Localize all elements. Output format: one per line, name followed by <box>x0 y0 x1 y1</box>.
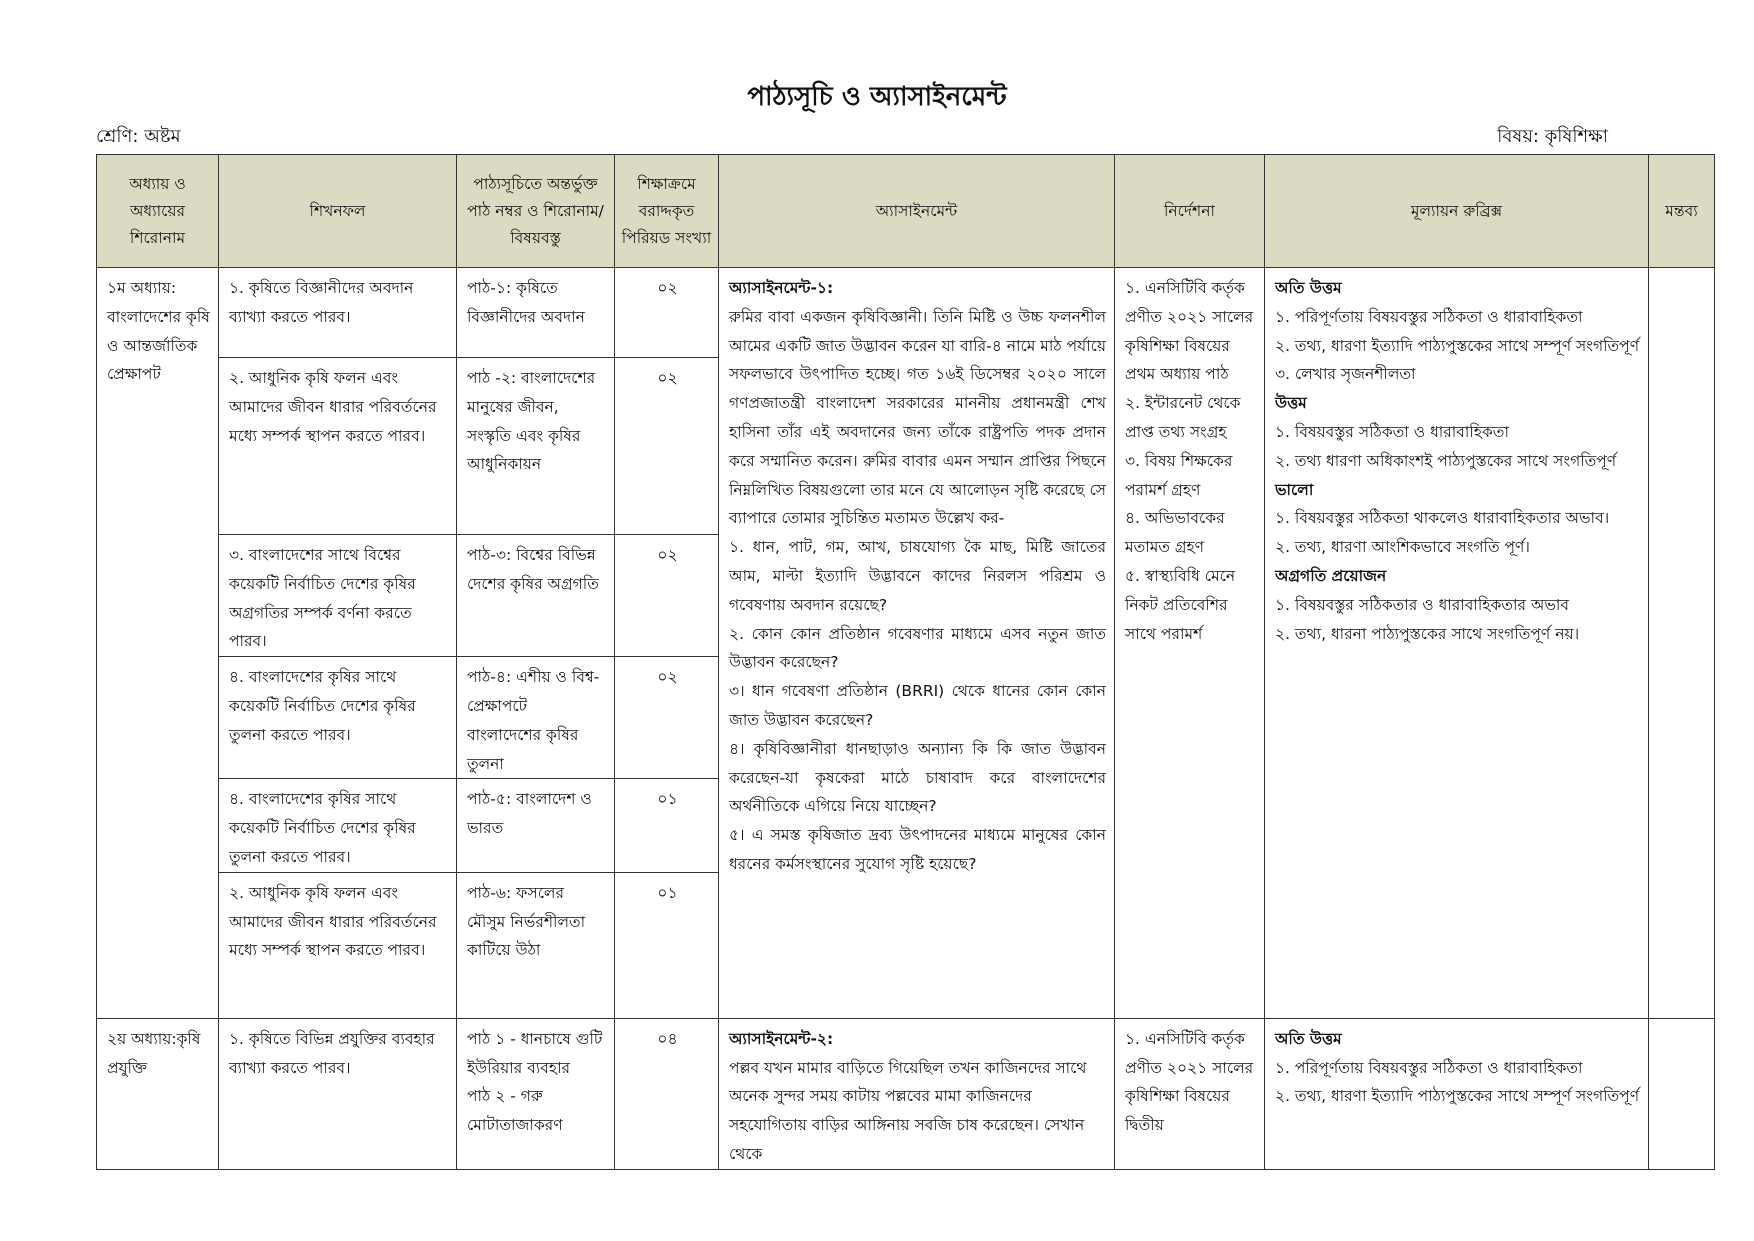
rubric-item: ১. পরিপূর্ণতায় বিষয়বস্তুর সঠিকতা ও ধারাবাহিকতা <box>1275 1058 1583 1077</box>
header-row <box>97 155 1715 268</box>
subject-label: বিষয়: কৃষিশিক্ষা <box>1497 126 1608 147</box>
table-row <box>97 1018 1715 1169</box>
lesson-cell: পাঠ-৫: বাংলাদেশ ও ভারত <box>457 779 615 872</box>
instruction-item: ৫. স্বাস্থ্যবিধি মেনে নিকট প্রতিবেশির সাথে পরামর্শ <box>1125 566 1236 643</box>
periods-cell: ০৪ <box>615 1018 719 1169</box>
rubric-item: ২. তথ্য ধারণা অধিকাংশই পাঠ্যপুস্তকের সাথে সংগতিপূর্ণ <box>1275 451 1617 470</box>
outcome-cell: ২. আধুনিক কৃষি ফলন এবং আমাদের জীবন ধারার পরিবর্তনের মধ্যে সম্পর্ক স্থাপন করতে পারব। <box>219 872 457 1018</box>
header-lesson: পাঠ্যসূচিতে অন্তর্ভুক্ত পাঠ নম্বর ও শিরোনাম/ বিষয়বস্তু <box>457 155 615 268</box>
outcome-cell: ২. আধুনিক কৃষি ফলন এবং আমাদের জীবন ধারার পরিবর্তনের মধ্যে সম্পর্ক স্থাপন করতে পারব। <box>219 358 457 535</box>
assignment2-heading: অ্যাসাইনমেন্ট-২: <box>729 1029 834 1048</box>
rubric-item: ১. বিষয়বস্তুর সঠিকতার ও ধারাবাহিকতার অভাব <box>1275 595 1570 614</box>
assignment1-intro: রুমির বাবা একজন কৃষিবিজ্ঞানী। তিনি মিষ্টি ও উচ্চ ফলনশীল আমের একটি জাত উদ্ভাবন করেন যা বারি-৪ নামে মাঠ পর্যায়ে সফলভাবে উৎপাদিত হচ্ছে। গত ১৬ই ডিসেম্বর ২০২০ সালে গণপ্রজাতন্ত্রী বাংলাদেশ সরকারের মাননীয় প্রধানমন্ত্রী শেখ হাসিনা তাঁর এই অবদানের জন্য তাঁকে রাষ্ট্রপতি পদক প্রদান করে সম্মানিত করেন। রুমির বাবার এমন সম্মান প্রাপ্তির পিছনে নিম্নলিখিত বিষয়গুলো তার মনে যে আলোড়ন সৃষ্টি করেছে সে ব্যাপারে তোমার সুচিন্তিত মতামত উল্লেখ কর- <box>729 307 1106 528</box>
lesson-cell: পাঠ -২: বাংলাদেশের মানুষের জীবন, সংস্কৃতি এবং কৃষির আধুনিকায়ন <box>457 358 615 535</box>
assignment1-question: ৩। ধান গবেষণা প্রতিষ্ঠান (BRRI) থেকে ধানের কোন কোন জাত উদ্ভাবন করেছেন? <box>729 682 1106 729</box>
assignment2-cell <box>719 1018 1115 1169</box>
rubric-item: ২. তথ্য, ধারনা পাঠ্যপুস্তকের সাথে সংগতিপূর্ণ নয়। <box>1275 624 1580 643</box>
outcome-cell: ৪. বাংলাদেশের কৃষির সাথে কয়েকটি নির্বাচিত দেশের কৃষির তুলনা করতে পারব। <box>219 779 457 872</box>
periods-cell: ০২ <box>615 268 719 358</box>
header-periods: শিক্ষাক্রমে বরাদ্দকৃত পিরিয়ড সংখ্যা <box>615 155 719 268</box>
header-instruction: নির্দেশনা <box>1115 155 1265 268</box>
lesson-cell <box>457 1018 615 1169</box>
instruction-item: ৪. অভিভাবকের মতামত গ্রহণ <box>1125 509 1225 557</box>
header-remarks: মন্তব্য <box>1649 155 1715 268</box>
header-assignment: অ্যাসাইনমেন্ট <box>719 155 1115 268</box>
assignment1-question: ৫। এ সমস্ত কৃষিজাত দ্রব্য উৎপাদনের মাধ্যমে মানুষের কোন ধরনের কর্মসংস্থানের সুযোগ সৃষ্টি হয়েছে? <box>729 826 1106 873</box>
outcome-cell: ১. কৃষিতে বিভিন্ন প্রযুক্তির ব্যবহার ব্যাখ্যা করতে পারব। <box>219 1018 457 1169</box>
header-chapter: অধ্যায় ও অধ্যায়ের শিরোনাম <box>97 155 219 268</box>
remarks-cell <box>1649 268 1715 1019</box>
periods-cell: ০১ <box>615 779 719 872</box>
page-title: পাঠ্যসূচি ও অ্যাসাইনমেন্ট <box>747 82 1007 112</box>
table-row <box>97 268 1715 358</box>
lesson-item: পাঠ ২ - গরু মোটাতাজাকরণ <box>467 1087 563 1135</box>
rubric-item: ১. বিষয়বস্তুর সঠিকতা থাকলেও ধারাবাহিকতার অভাব। <box>1275 509 1610 528</box>
instruction1-cell <box>1115 268 1265 1019</box>
rubric-item: ২. তথ্য, ধারণা ইত্যাদি পাঠ্যপুস্তকের সাথে সম্পূর্ণ সংগতিপূর্ণ <box>1275 336 1640 355</box>
lesson-cell: পাঠ-৪: এশীয় ও বিশ্ব- প্রেক্ষাপটে বাংলাদেশের কৃষির তুলনা <box>457 657 615 779</box>
outcome-cell: ১. কৃষিতে বিজ্ঞানীদের অবদান ব্যাখ্যা করতে পারব। <box>219 268 457 358</box>
assignment2-text: পল্লব যখন মামার বাড়িতে গিয়েছিল তখন কাজিনদের সাথে অনেক সুন্দর সময় কাটায় পল্লবের মামা কাজিনদের সহযোগিতায় বাড়ির আঙ্গিনায় সবজি চাষ করেছেন। সেখান থেকে <box>729 1058 1087 1163</box>
rubric-item: ২. তথ্য, ধারণা আংশিকভাবে সংগতি পূর্ণ। <box>1275 538 1530 557</box>
lesson-cell: পাঠ-৩: বিশ্বের বিভিন্ন দেশের কৃষির অগ্রগতি <box>457 535 615 657</box>
instruction2-cell: ১. এনসিটিবি কর্তৃক প্রণীত ২০২১ সালের কৃষিশিক্ষা বিষয়ের দ্বিতীয় <box>1115 1018 1265 1169</box>
rubric-item: ৩. লেখার সৃজনশীলতা <box>1275 365 1416 384</box>
chapter1-title: ১ম অধ্যায়: বাংলাদেশের কৃষি ও আন্তর্জাতিক প্রেক্ষাপট <box>97 268 219 1019</box>
rubric-item: ১. পরিপূর্ণতায় বিষয়বস্তুর সঠিকতা ও ধারাবাহিকতা <box>1275 307 1583 326</box>
outcome-cell: ৪. বাংলাদেশের কৃষির সাথে কয়েকটি নির্বাচিত দেশের কৃষির তুলনা করতে পারব। <box>219 657 457 779</box>
rubric-heading: অতি উত্তম <box>1275 279 1342 297</box>
periods-cell: ০২ <box>615 535 719 657</box>
periods-cell: ০২ <box>615 657 719 779</box>
rubric-item: ১. বিষয়বস্তুর সঠিকতা ও ধারাবাহিকতা <box>1275 422 1509 441</box>
rubric-heading: উত্তম <box>1275 394 1307 413</box>
rubric-heading: অগ্রগতি প্রয়োজন <box>1275 566 1387 585</box>
rubric-item: ২. তথ্য, ধারণা ইত্যাদি পাঠ্যপুস্তকের সাথে সম্পূর্ণ সংগতিপূর্ণ <box>1275 1087 1640 1106</box>
instruction-item: ৩. বিষয় শিক্ষকের পরামর্শ গ্রহণ <box>1125 451 1233 499</box>
lesson-item: পাঠ ১ - ধানচাষে গুটি ইউরিয়ার ব্যবহার <box>467 1029 603 1077</box>
periods-cell: ০১ <box>615 872 719 1018</box>
outcome-cell: ৩. বাংলাদেশের সাথে বিশ্বের কয়েকটি নির্বাচিত দেশের কৃষির অগ্রগতির সম্পর্ক বর্ণনা করতে পারব। <box>219 535 457 657</box>
lesson-cell: পাঠ-১: কৃষিতে বিজ্ঞানীদের অবদান <box>457 268 615 358</box>
chapter2-title: ২য় অধ্যায়:কৃষি প্রযুক্তি <box>97 1018 219 1169</box>
rubric-heading: অতি উত্তম <box>1275 1029 1342 1048</box>
class-label: শ্রেণি: অষ্টম <box>96 126 181 147</box>
rubric-heading: ভালো <box>1275 480 1314 499</box>
assignment1-question: ৪। কৃষিবিজ্ঞানীরা ধানছাড়াও অন্যান্য কি কি জাত উদ্ভাবন করেছেন-যা কৃষকেরা মাঠে চাষাবাদ করে বাংলাদেশের অর্থনীতিকে এগিয়ে নিয়ে যাচ্ছেন? <box>729 739 1106 816</box>
assignment1-question: ১. ধান, পাট, গম, আখ, চাষযোগ্য কৈ মাছ, মিষ্টি জাতের আম, মাল্টা ইত্যাদি উদ্ভাবনে কাদের নিরলস পরিশ্রম ও গবেষণায় অবদান রয়েছে? <box>729 538 1106 614</box>
periods-cell: ০২ <box>615 358 719 535</box>
syllabus-table <box>96 154 1715 1170</box>
assignment1-cell <box>719 268 1115 1019</box>
header-outcome: শিখনফল <box>219 155 457 268</box>
rubric2-cell <box>1265 1018 1649 1169</box>
assignment1-question: ২. কোন কোন প্রতিষ্ঠান গবেষণার মাধ্যমে এসব নতুন জাত উদ্ভাবন করেছেন? <box>729 624 1106 672</box>
assignment1-heading: অ্যাসাইনমেন্ট-১: <box>729 279 834 297</box>
rubric1-cell <box>1265 268 1649 1019</box>
instruction-item: ১. এনসিটিবি কর্তৃক প্রণীত ২০২১ সালের কৃষিশিক্ষা বিষয়ের প্রথম অধ্যায় পাঠ <box>1125 279 1254 384</box>
lesson-cell: পাঠ-৬: ফসলের মৌসুম নির্ভরশীলতা কাটিয়ে উঠা <box>457 872 615 1018</box>
header-evaluation: মূল্যায়ন রুব্রিক্স <box>1265 155 1649 268</box>
remarks-cell <box>1649 1018 1715 1169</box>
instruction-item: ২. ইন্টারনেট থেকে প্রাপ্ত তথ্য সংগ্রহ <box>1125 394 1241 441</box>
